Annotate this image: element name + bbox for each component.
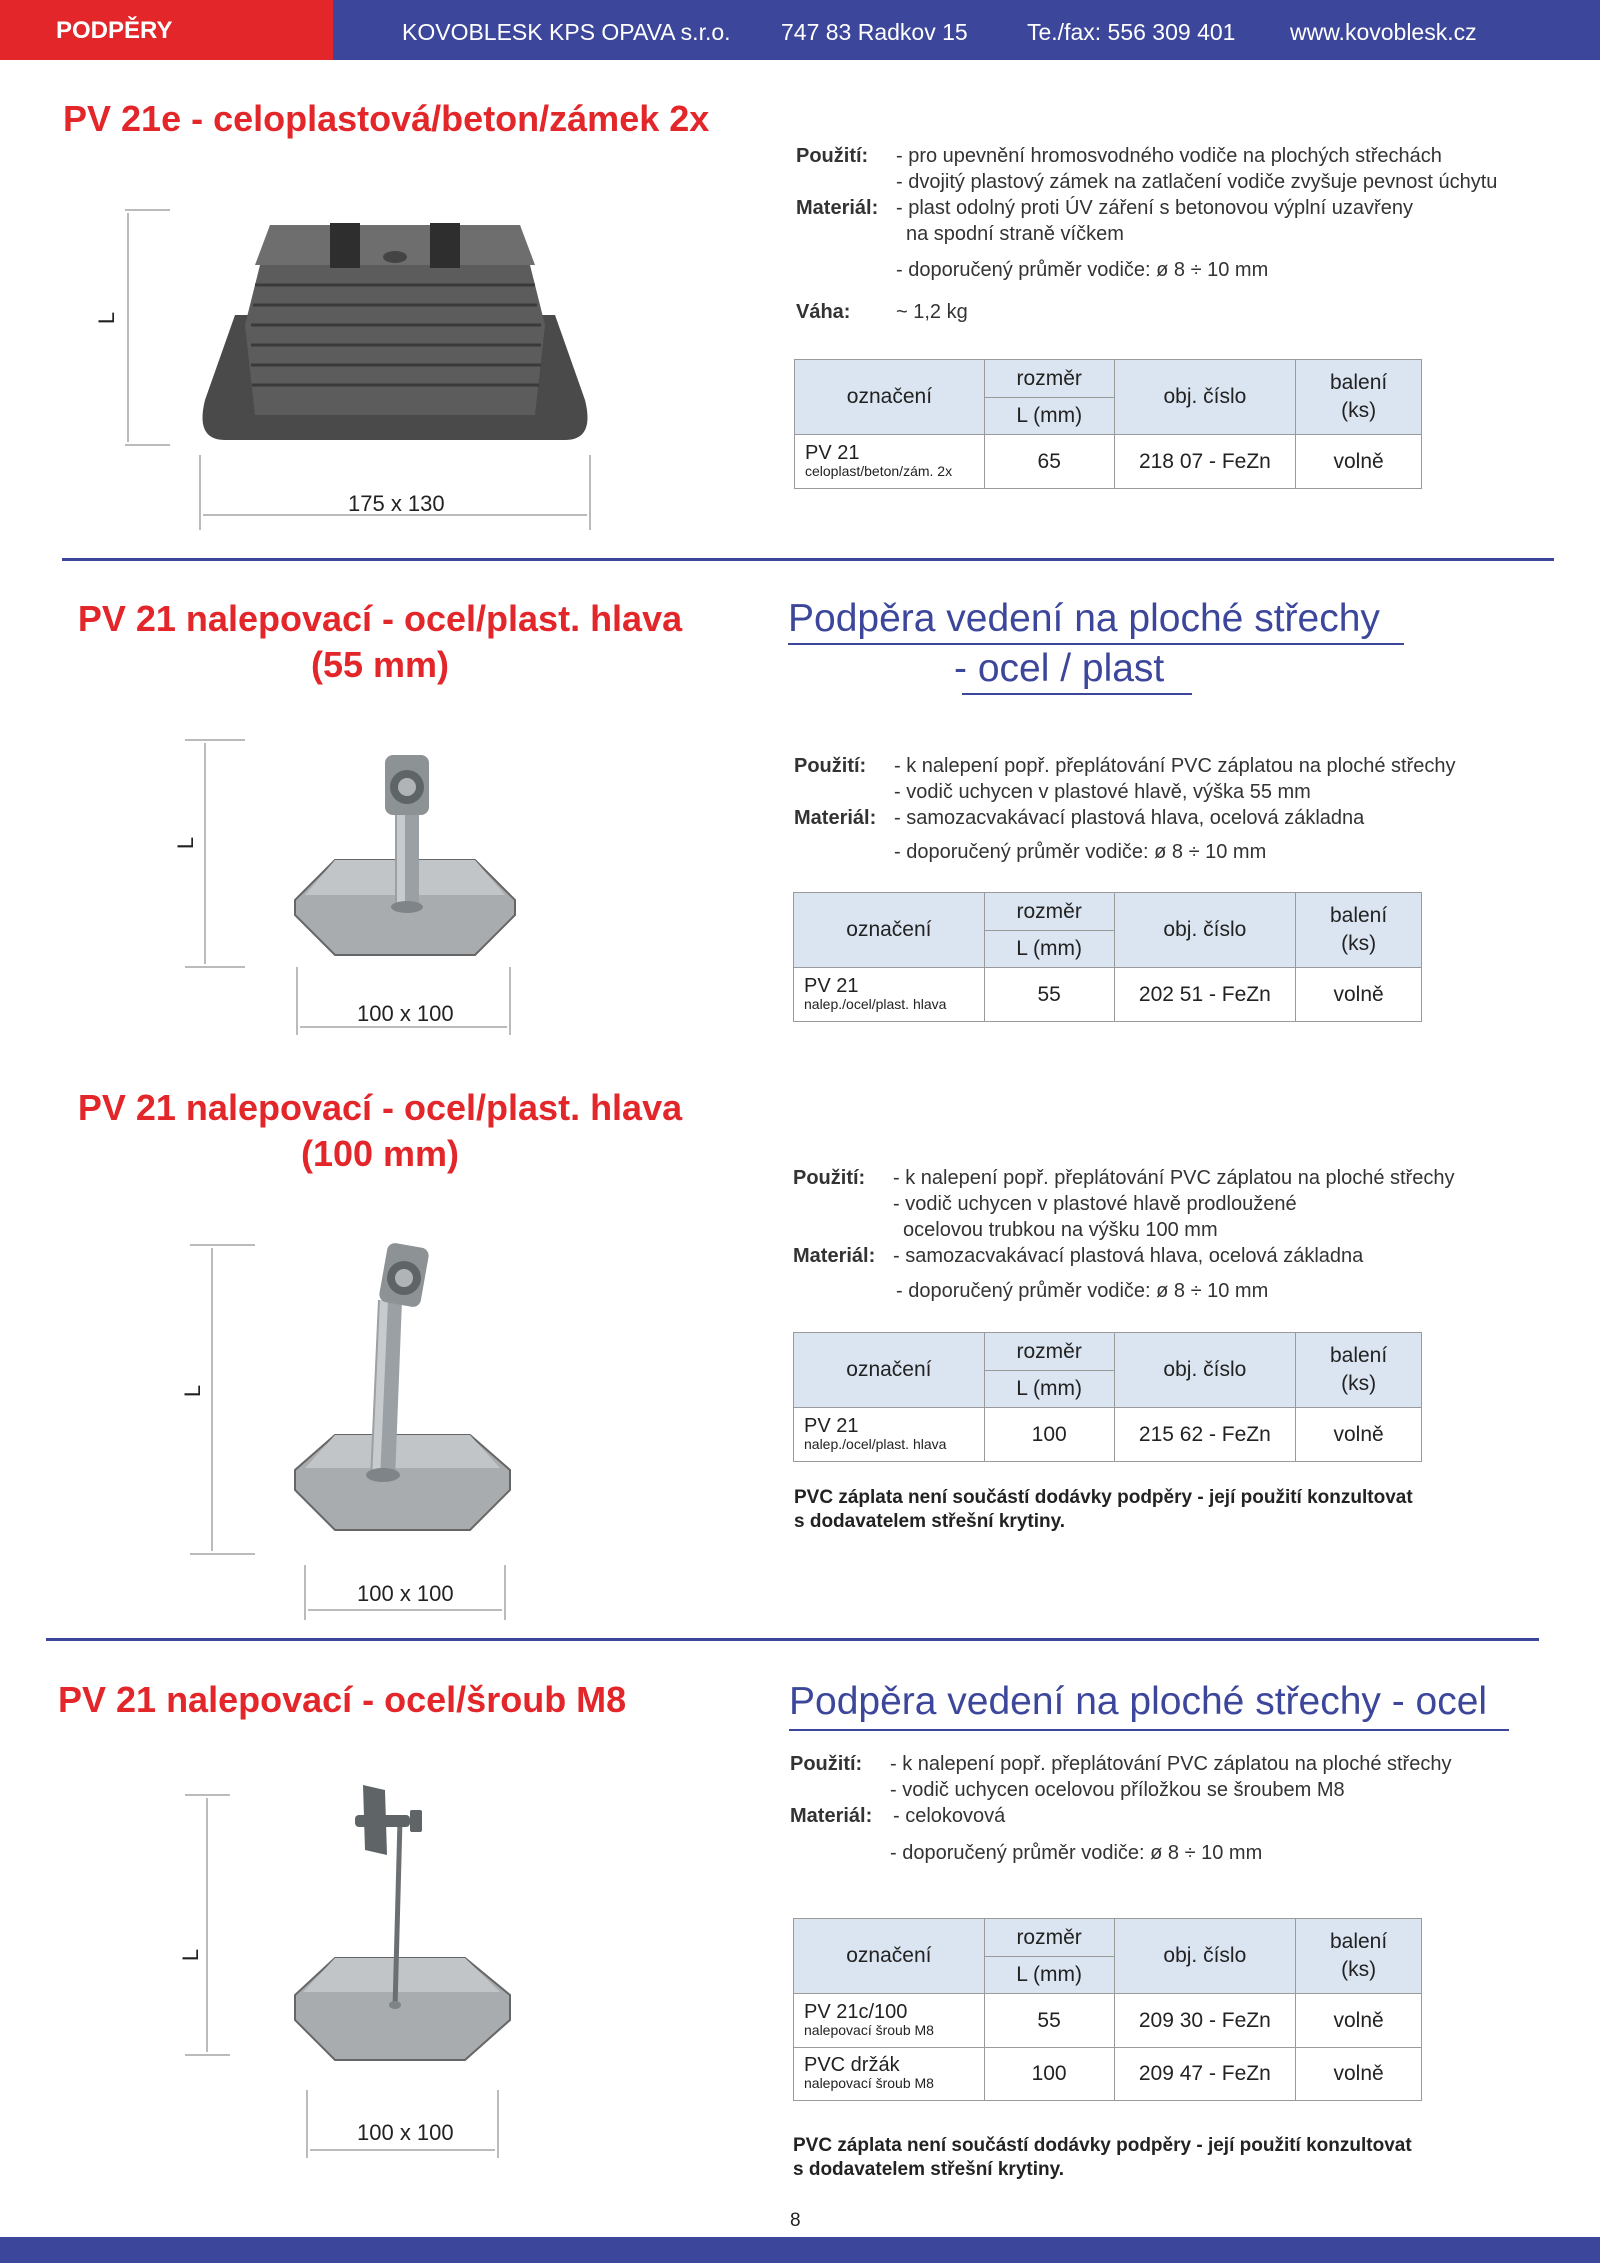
spec-block-pv21-55 [794,753,1554,863]
use-line: - dvojitý plastový zámek na zatlačení vodiče zvyšuje pevnost úchytu [896,171,1498,193]
product-title-pv21-100 [40,1085,720,1177]
row-sub: nalep./ocel/plast. hlava [804,1435,947,1452]
cell-obj: 218 07 - FeZn [1114,435,1296,489]
use-label: Použití: [794,755,867,777]
product-title-pv21-55 [40,596,720,688]
cell-name [794,2048,985,2101]
cell-baleni: volně [1296,968,1422,1022]
banner-plast-line1: Podpěra vedení na ploché střechy [788,597,1380,640]
cell-l: 100 [984,2048,1114,2101]
table-row [794,1994,1422,2048]
material-label: Materiál: [794,807,877,829]
use-label: Použití: [793,1167,866,1189]
row-name: PV 21 [805,441,860,464]
material-line: - samozacvakávací plastová hlava, ocelová základna [894,807,1365,829]
col-header-l: L (mm) [984,931,1114,968]
col-header-oznaceni: označení [794,893,985,968]
banner-underline [789,1729,1509,1731]
col-header-baleni [1296,1333,1422,1408]
section-divider [46,1638,1539,1641]
baleni-text: balení [1329,904,1388,927]
cell-baleni: volně [1296,435,1422,489]
note-line: s dodavatelem střešní krytiny. [793,2159,1065,2180]
col-header-baleni [1296,893,1422,968]
use-line: - k nalepení popř. přeplátování PVC záplatou na ploché střechy [893,1167,1455,1189]
material-line: na spodní straně víčkem [906,223,1124,245]
pvc-note [794,1486,1413,1534]
dimension-label: 100 x 100 [357,2120,454,2145]
use-line: - k nalepení popř. přeplátování PVC záplatou na ploché střechy [894,755,1456,777]
company-website[interactable]: www.kovoblesk.cz [1290,19,1477,45]
diameter-line: - doporučený průměr vodiče: ø 8 ÷ 10 mm [894,841,1267,863]
material-label: Materiál: [793,1245,876,1267]
col-header-l: L (mm) [984,1371,1114,1408]
cell-name [794,968,985,1022]
use-line: ocelovou trubkou na výšku 100 mm [903,1219,1218,1241]
cell-l: 100 [984,1408,1114,1462]
company-address: 747 83 Radkov 15 [781,19,968,45]
product-title-pv21-m8: PV 21 nalepovací - ocel/šroub M8 [58,1679,627,1720]
baleni-text: balení [1329,1344,1388,1367]
material-label: Materiál: [796,197,879,219]
row-sub: nalepovací šroub M8 [804,2021,934,2038]
note-line: s dodavatelem střešní krytiny. [794,1511,1066,1532]
footer-bar [0,2237,1600,2263]
row-name: PV 21 [804,1414,859,1437]
banner-plast-line2: - ocel / plast [954,647,1165,690]
pvc-note [793,2134,1412,2182]
banner-underline [788,643,1404,645]
dimension-label: 175 x 130 [348,491,445,516]
use-line: - k nalepení popř. přeplátování PVC záplatou na ploché střechy [890,1753,1452,1775]
ks-text: (ks) [1341,1958,1377,1981]
use-line: - vodič uchycen ocelovou příložkou se šroubem M8 [890,1779,1345,1801]
dimension-label: 100 x 100 [357,1001,454,1026]
col-header-obj: obj. číslo [1114,893,1296,968]
diameter-line: - doporučený průměr vodiče: ø 8 ÷ 10 mm [896,1280,1269,1302]
material-line: - celokovová [893,1805,1006,1827]
note-line: PVC záplata není součástí dodávky podpěry - její použití konzultovat [794,1487,1413,1508]
dimension-l-label: L [94,311,120,325]
spec-block-pv21e [796,143,1556,333]
col-header-oznaceni: označení [794,1919,985,1994]
ks-text: (ks) [1341,932,1377,955]
use-label: Použití: [790,1753,863,1775]
weight-value: ~ 1,2 kg [896,301,968,323]
col-header-obj: obj. číslo [1114,1333,1296,1408]
material-line: - plast odolný proti ÚV záření s betonovou výplní uzavřeny [896,197,1413,219]
table-row [794,2048,1422,2101]
col-header-obj: obj. číslo [1114,360,1296,435]
weight-label: Váha: [796,301,851,323]
cell-baleni: volně [1296,2048,1422,2101]
product-image-pv21e [95,205,595,535]
col-header-l: L (mm) [984,1957,1114,1994]
diameter-line: - doporučený průměr vodiče: ø 8 ÷ 10 mm [890,1842,1263,1864]
dimension-label: 100 x 100 [357,1581,454,1606]
cell-name [794,1408,985,1462]
cell-obj: 209 30 - FeZn [1114,1994,1296,2048]
col-header-rozmer: rozměr [984,360,1114,398]
col-header-baleni [1296,360,1422,435]
cell-l: 55 [984,968,1114,1022]
header-bar [0,0,1600,60]
section-tab [0,0,333,60]
row-name: PV 21c/100 [804,2000,908,2023]
page-number: 8 [790,2210,801,2231]
ks-text: (ks) [1341,399,1377,422]
title-line: (100 mm) [300,1133,460,1174]
cell-obj: 215 62 - FeZn [1114,1408,1296,1462]
col-header-baleni [1296,1919,1422,1994]
material-line: - samozacvakávací plastová hlava, ocelová základna [893,1245,1364,1267]
note-line: PVC záplata není součástí dodávky podpěry - její použití konzultovat [793,2135,1412,2156]
product-table-pv21e [794,359,1422,489]
product-image-pv21-55 [185,735,525,1035]
title-line: PV 21 nalepovací - ocel/plast. hlava [77,1087,683,1128]
section-divider [62,558,1554,561]
spec-block-pv21-100 [793,1165,1553,1300]
product-image-pv21-m8 [185,1780,525,2160]
dimension-l-label: L [180,1384,206,1398]
table-row [794,968,1422,1022]
title-line: PV 21 nalepovací - ocel/plast. hlava [77,598,683,639]
diameter-line: - doporučený průměr vodiče: ø 8 ÷ 10 mm [896,259,1269,281]
title-line: (55 mm) [310,644,450,685]
cell-obj: 209 47 - FeZn [1114,2048,1296,2101]
cell-name [794,1994,985,2048]
row-sub: celoplast/beton/zám. 2x [805,462,953,479]
banner-underline [962,693,1192,695]
baleni-text: balení [1329,371,1388,394]
product-image-pv21-100 [190,1240,520,1620]
company-phone: Te./fax: 556 309 401 [1027,19,1236,45]
col-header-rozmer: rozměr [984,1333,1114,1371]
cell-l: 65 [984,435,1114,489]
table-row [795,435,1422,489]
use-line: - vodič uchycen v plastové hlavě prodloužené [893,1193,1297,1215]
company-name: KOVOBLESK KPS OPAVA s.r.o. [402,19,731,45]
col-header-obj: obj. číslo [1114,1919,1296,1994]
row-name: PVC držák [804,2054,900,2076]
banner-ocel: Podpěra vedení na ploché střechy - ocel [789,1680,1488,1723]
material-label: Materiál: [790,1805,873,1827]
product-table-pv21-55 [793,892,1422,1022]
row-sub: nalep./ocel/plast. hlava [804,995,947,1012]
col-header-oznaceni: označení [795,360,985,435]
cell-l: 55 [984,1994,1114,2048]
col-header-rozmer: rozměr [984,893,1114,931]
col-header-oznaceni: označení [794,1333,985,1408]
use-line: - vodič uchycen v plastové hlavě, výška 55 mm [894,781,1311,803]
product-title-pv21e: PV 21e - celoplastová/beton/zámek 2x [63,98,710,139]
row-sub: nalepovací šroub M8 [804,2075,934,2091]
cell-name [795,435,985,489]
row-name: PV 21 [804,974,859,997]
cell-baleni: volně [1296,1408,1422,1462]
use-line: - pro upevnění hromosvodného vodiče na plochých střechách [896,145,1442,167]
section-label: PODPĚRY [56,17,173,44]
product-table-pv21-100 [793,1332,1422,1462]
table-row [794,1408,1422,1462]
use-label: Použití: [796,145,869,167]
dimension-l-label: L [173,836,199,850]
dimension-l-label: L [178,1948,204,1962]
ks-text: (ks) [1341,1372,1377,1395]
cell-baleni: volně [1296,1994,1422,2048]
baleni-text: balení [1329,1930,1388,1953]
col-header-rozmer: rozměr [984,1919,1114,1957]
col-header-l: L (mm) [984,398,1114,435]
cell-obj: 202 51 - FeZn [1114,968,1296,1022]
product-table-pv21-m8 [793,1918,1422,2101]
spec-block-pv21-m8 [790,1751,1550,1866]
